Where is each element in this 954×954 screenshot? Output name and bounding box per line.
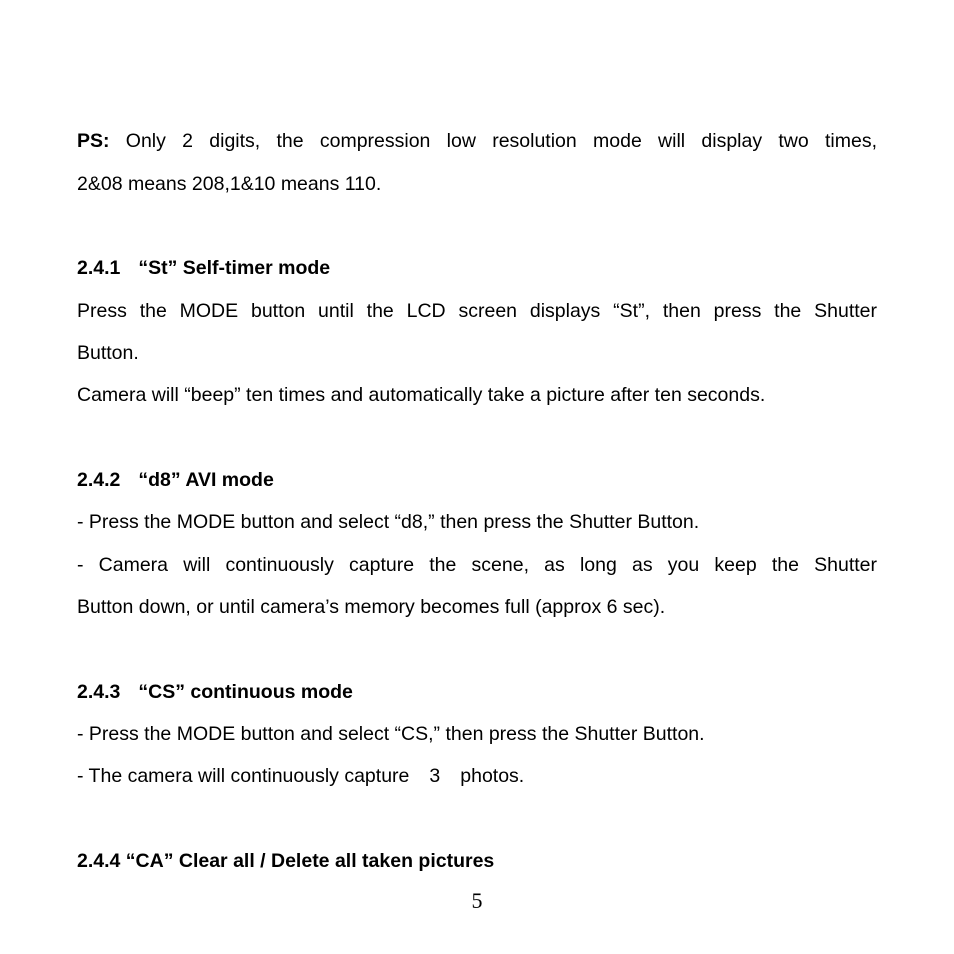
ps-label: PS:: [77, 130, 110, 152]
section-243-line-2: [77, 764, 877, 788]
section-244-heading: 2.4.4 “CA” Clear all / Delete all taken pictures: [77, 850, 495, 872]
section-242-number: 2.4.2: [77, 469, 121, 491]
section-241-title: “St” Self-timer mode: [138, 257, 331, 279]
section-241-line-3: Camera will “beep” ten times and automatically take a picture after ten seconds.: [77, 384, 766, 406]
section-243-heading: [77, 680, 877, 704]
section-243-line-1: - Press the MODE button and select “CS,” then press the Shutter Button.: [77, 723, 705, 745]
section-243-line-2-post: photos.: [460, 765, 525, 787]
page-number: 5: [471, 888, 483, 913]
section-242-heading: [77, 468, 877, 492]
document-page: [77, 0, 877, 954]
section-241-heading: [77, 256, 877, 280]
section-243-number: 2.4.3: [77, 681, 121, 703]
section-242-title: “d8” AVI mode: [138, 469, 274, 491]
section-243-line-2-pre: - The camera will continuously capture: [77, 765, 410, 787]
section-242-line-2: - Camera will continuously capture the scene, as long as you keep the Shutter: [77, 554, 877, 576]
ps-line-2: 2&08 means 208,1&10 means 110.: [77, 173, 382, 195]
section-243-photo-count: 3: [429, 765, 441, 787]
section-242-line-3: Button down, or until camera’s memory becomes full (approx 6 sec).: [77, 596, 666, 618]
section-241-line-1: Press the MODE button until the LCD screen displays “St”, then press the Shutter: [77, 300, 877, 322]
section-241-line-2: Button.: [77, 342, 139, 364]
section-241-number: 2.4.1: [77, 257, 121, 279]
ps-line-1: [77, 129, 877, 153]
ps-text-1: Only 2 digits, the compression low resolution mode will display two times,: [125, 130, 877, 152]
section-243-title: “CS” continuous mode: [138, 681, 353, 703]
section-242-line-1: - Press the MODE button and select “d8,” then press the Shutter Button.: [77, 511, 700, 533]
